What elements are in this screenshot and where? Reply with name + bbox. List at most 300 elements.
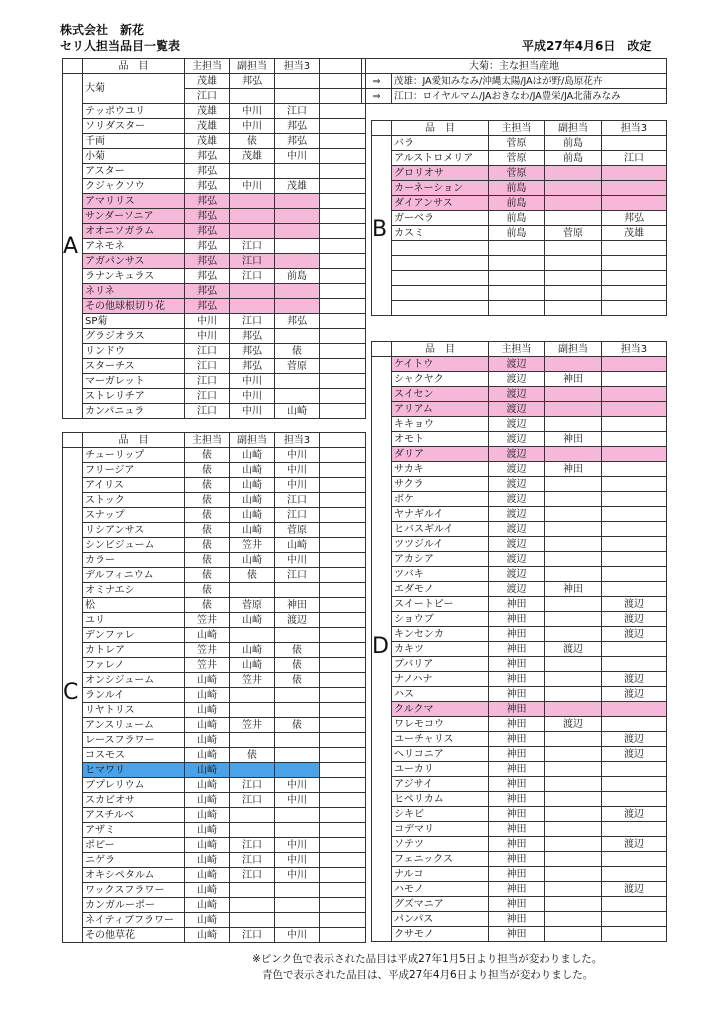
item-name: シンビジューム [83, 538, 185, 553]
table-c-corner [63, 433, 83, 448]
extra-cell [320, 119, 366, 134]
third-staff: 中川 [275, 448, 320, 463]
table-row [63, 493, 366, 508]
main-staff: 邦弘 [185, 299, 230, 314]
third-staff: 渡辺 [275, 613, 320, 628]
main-staff [489, 301, 545, 316]
table-row [372, 837, 667, 852]
extra-cell [320, 613, 366, 628]
sub-staff [545, 657, 602, 672]
table-row [372, 867, 667, 882]
item-name: カトレア [83, 643, 185, 658]
sub-staff: 茂雄 [230, 149, 275, 164]
extra-cell [320, 329, 366, 344]
table-row [63, 224, 366, 239]
item-name: ヒバスギルイ [392, 522, 489, 537]
table-row [372, 882, 667, 897]
table-row [63, 778, 366, 793]
table-b-corner [372, 121, 392, 136]
item-name: キンセンカ [392, 627, 489, 642]
extra-cell [320, 344, 366, 359]
table-row [372, 372, 667, 387]
main-staff: 神田 [489, 627, 545, 642]
item-name: オンシジューム [83, 673, 185, 688]
main-staff: 渡辺 [489, 582, 545, 597]
sub-staff [545, 286, 602, 301]
third-staff [602, 582, 667, 597]
third-staff [275, 688, 320, 703]
third-staff [275, 299, 320, 314]
third-staff [275, 583, 320, 598]
item-name: カンパニュラ [83, 404, 185, 419]
header-third: 担当3 [275, 433, 320, 448]
sub-staff [545, 402, 602, 417]
item-name: ポピー [83, 838, 185, 853]
extra-cell [320, 209, 366, 224]
third-staff [602, 196, 667, 211]
table-row [372, 822, 667, 837]
table-row [63, 119, 366, 134]
main-staff: 神田 [489, 597, 545, 612]
sub-staff: 中川 [230, 389, 275, 404]
main-staff: 邦弘 [185, 164, 230, 179]
item-name [392, 286, 489, 301]
table-row [63, 913, 366, 928]
third-staff: 邦弘 [275, 134, 320, 149]
item-name [392, 256, 489, 271]
extra-cell [320, 568, 366, 583]
third-staff: 渡辺 [602, 807, 667, 822]
third-staff [602, 567, 667, 582]
item-name: ショウブ [392, 612, 489, 627]
table-row [372, 507, 667, 522]
item-name [392, 301, 489, 316]
table-row [63, 523, 366, 538]
table-row [63, 194, 366, 209]
main-staff [489, 271, 545, 286]
table-row [372, 477, 667, 492]
main-staff: 山崎 [185, 898, 230, 913]
main-staff: 俵 [185, 448, 230, 463]
item-name: 小菊 [83, 149, 185, 164]
third-staff: 渡辺 [602, 612, 667, 627]
section-label-b: B [372, 217, 388, 242]
table-row [63, 793, 366, 808]
sub-staff: 俵 [230, 568, 275, 583]
sub-staff: 笠井 [230, 673, 275, 688]
main-staff: 俵 [185, 553, 230, 568]
third-staff [275, 389, 320, 404]
item-name: ラナンキュラス [83, 269, 185, 284]
sub-staff [545, 702, 602, 717]
sub-staff [230, 763, 275, 778]
extra-cell [320, 628, 366, 643]
table-row [63, 134, 366, 149]
third-staff [602, 256, 667, 271]
third-staff [602, 852, 667, 867]
item-name: フェニックス [392, 852, 489, 867]
third-staff [602, 642, 667, 657]
main-staff: 江口 [185, 404, 230, 419]
table-row [63, 299, 366, 314]
item-name: ワックスフラワー [83, 883, 185, 898]
extra-cell [320, 523, 366, 538]
third-staff [602, 462, 667, 477]
sub-staff [545, 387, 602, 402]
sub-staff [545, 417, 602, 432]
item-name: ストック [83, 493, 185, 508]
sub-staff [545, 507, 602, 522]
main-staff: 茂雄 [185, 74, 230, 89]
extra-cell [320, 194, 366, 209]
sub-staff: 前島 [545, 136, 602, 151]
item-name: グロリオサ [392, 166, 489, 181]
item-name: ユーカリ [392, 762, 489, 777]
sub-staff [230, 703, 275, 718]
main-staff: 渡辺 [489, 492, 545, 507]
table-row [63, 883, 366, 898]
table-row [63, 688, 366, 703]
table-row [372, 792, 667, 807]
extra-cell [320, 74, 366, 89]
sub-staff: 江口 [230, 838, 275, 853]
main-staff: 渡辺 [489, 552, 545, 567]
sub-staff [545, 301, 602, 316]
sub-staff [230, 284, 275, 299]
table-row [372, 136, 667, 151]
item-name: アジサイ [392, 777, 489, 792]
section-label-d: D [372, 634, 389, 659]
sub-staff [545, 912, 602, 927]
third-staff: 中川 [275, 478, 320, 493]
extra-cell [320, 898, 366, 913]
table-row [372, 912, 667, 927]
header-extra [320, 433, 366, 448]
sub-staff: 神田 [545, 432, 602, 447]
sub-staff [545, 447, 602, 462]
third-staff: 中川 [275, 149, 320, 164]
table-row [372, 747, 667, 762]
item-name: リンドウ [83, 344, 185, 359]
item-name: ナルコ [392, 867, 489, 882]
arrow-icon: ⇒ [362, 74, 392, 89]
sub-staff [545, 927, 602, 942]
third-staff: 渡辺 [602, 597, 667, 612]
table-row [63, 254, 366, 269]
table-row [63, 179, 366, 194]
table-row [63, 329, 366, 344]
main-staff [489, 241, 545, 256]
third-staff [275, 808, 320, 823]
sub-staff [230, 583, 275, 598]
extra-cell [320, 853, 366, 868]
extra-cell [320, 508, 366, 523]
item-name: スターチス [83, 359, 185, 374]
third-staff [602, 867, 667, 882]
item-name: マーガレット [83, 374, 185, 389]
third-staff: 俵 [275, 344, 320, 359]
sub-staff [230, 224, 275, 239]
third-staff [275, 898, 320, 913]
table-row [372, 717, 667, 732]
third-staff [275, 194, 320, 209]
document-title: セリ人担当品目一覧表 [60, 39, 181, 53]
third-staff [275, 329, 320, 344]
main-staff: 笠井 [185, 658, 230, 673]
item-name: ブバリア [392, 657, 489, 672]
third-staff [602, 402, 667, 417]
sub-staff [545, 522, 602, 537]
main-staff: 江口 [185, 359, 230, 374]
area-row [362, 89, 667, 104]
item-name: サクラ [392, 477, 489, 492]
table-row [63, 389, 366, 404]
third-staff: 俵 [275, 658, 320, 673]
extra-cell [320, 89, 366, 104]
table-row [372, 417, 667, 432]
item-name: その他草花 [83, 928, 185, 943]
table-row [63, 898, 366, 913]
item-name: ダイアンサス [392, 196, 489, 211]
main-staff: 邦弘 [185, 194, 230, 209]
third-staff: 邦弘 [275, 314, 320, 329]
item-name: コスモス [83, 748, 185, 763]
sub-staff [545, 852, 602, 867]
sub-staff [230, 688, 275, 703]
sub-staff: 山崎 [230, 613, 275, 628]
table-row [372, 492, 667, 507]
table-row [372, 196, 667, 211]
third-staff [602, 447, 667, 462]
extra-cell [320, 134, 366, 149]
main-staff: 菅原 [489, 151, 545, 166]
sub-staff [230, 913, 275, 928]
extra-cell [320, 793, 366, 808]
sub-staff [545, 211, 602, 226]
third-staff: 渡辺 [602, 732, 667, 747]
table-row [63, 553, 366, 568]
extra-cell [320, 254, 366, 269]
area-title: 大菊：主な担当産地 [362, 59, 667, 74]
item-name: ヘリコニア [392, 747, 489, 762]
table-row [372, 732, 667, 747]
third-staff [602, 657, 667, 672]
main-staff: 前島 [489, 211, 545, 226]
third-staff: 中川 [275, 778, 320, 793]
sub-staff [545, 792, 602, 807]
third-staff: 渡辺 [602, 687, 667, 702]
sub-staff: 中川 [230, 404, 275, 419]
main-staff: 山崎 [185, 808, 230, 823]
item-name: オモト [392, 432, 489, 447]
header-item: 品 目 [392, 342, 489, 357]
third-staff: 神田 [275, 598, 320, 613]
third-staff: 菅原 [275, 523, 320, 538]
item-name: シキビ [392, 807, 489, 822]
third-staff: 江口 [275, 493, 320, 508]
item-name: その他球根切り花 [83, 299, 185, 314]
sub-staff [230, 209, 275, 224]
sub-staff: 山崎 [230, 448, 275, 463]
sub-staff: 江口 [230, 853, 275, 868]
table-row [63, 928, 366, 943]
third-staff [275, 254, 320, 269]
third-staff: 山崎 [275, 538, 320, 553]
main-staff: 神田 [489, 672, 545, 687]
third-staff: 邦弘 [275, 119, 320, 134]
sub-staff: 神田 [545, 372, 602, 387]
table-row [63, 209, 366, 224]
sub-staff: 山崎 [230, 478, 275, 493]
main-staff: 前島 [489, 196, 545, 211]
table-row [63, 868, 366, 883]
third-staff [275, 89, 320, 104]
header-sub: 副担当 [545, 121, 602, 136]
table-row [63, 808, 366, 823]
main-staff: 俵 [185, 508, 230, 523]
sub-staff [545, 747, 602, 762]
item-name: テッポウユリ [83, 104, 185, 119]
main-staff: 山崎 [185, 838, 230, 853]
item-name: コデマリ [392, 822, 489, 837]
item-name: ソリダスター [83, 119, 185, 134]
extra-cell [320, 748, 366, 763]
main-staff: 神田 [489, 732, 545, 747]
table-row [63, 598, 366, 613]
extra-cell [320, 673, 366, 688]
sub-staff: 渡辺 [545, 717, 602, 732]
third-staff: 中川 [275, 793, 320, 808]
main-staff: 山崎 [185, 733, 230, 748]
table-d-corner [372, 342, 392, 357]
item-name: SP菊 [83, 314, 185, 329]
extra-cell [320, 104, 366, 119]
extra-cell [320, 314, 366, 329]
sub-staff [230, 823, 275, 838]
item-name [392, 271, 489, 286]
extra-cell [320, 808, 366, 823]
extra-cell [320, 838, 366, 853]
table-row [63, 823, 366, 838]
table-row [372, 777, 667, 792]
main-staff: 江口 [185, 389, 230, 404]
third-staff [602, 271, 667, 286]
main-staff [489, 286, 545, 301]
item-name: アザミ [83, 823, 185, 838]
item-name: カキツ [392, 642, 489, 657]
main-staff: 前島 [489, 226, 545, 241]
extra-cell [320, 598, 366, 613]
third-staff [275, 883, 320, 898]
table-row [372, 582, 667, 597]
sub-staff: 山崎 [230, 643, 275, 658]
sub-staff [545, 241, 602, 256]
table-a-corner [63, 59, 83, 74]
main-staff: 俵 [185, 538, 230, 553]
third-staff: 茂雄 [275, 179, 320, 194]
table-row [63, 583, 366, 598]
extra-cell [320, 913, 366, 928]
header-third: 担当3 [275, 59, 320, 74]
item-name: アイリス [83, 478, 185, 493]
main-staff: 俵 [185, 463, 230, 478]
table-row [63, 104, 366, 119]
sub-staff: 山崎 [230, 493, 275, 508]
item-name: ガーベラ [392, 211, 489, 226]
table-row [372, 537, 667, 552]
third-staff [602, 927, 667, 942]
table-row [63, 314, 366, 329]
sub-staff [545, 477, 602, 492]
table-row [372, 927, 667, 942]
third-staff [602, 181, 667, 196]
table-row [63, 838, 366, 853]
main-staff: 山崎 [185, 628, 230, 643]
main-staff: 神田 [489, 702, 545, 717]
item-name: ネリネ [83, 284, 185, 299]
third-staff [602, 777, 667, 792]
sub-staff: 山崎 [230, 508, 275, 523]
main-staff: 山崎 [185, 913, 230, 928]
item-name: ネイティブフラワー [83, 913, 185, 928]
extra-cell [320, 778, 366, 793]
item-name: ヤナギルイ [392, 507, 489, 522]
extra-cell [320, 718, 366, 733]
main-staff: 神田 [489, 777, 545, 792]
sub-staff: 中川 [230, 104, 275, 119]
third-staff: 渡辺 [602, 747, 667, 762]
main-staff: 俵 [185, 523, 230, 538]
third-staff [602, 822, 667, 837]
sub-staff [230, 89, 275, 104]
third-staff: 中川 [275, 868, 320, 883]
item-name: ブプレリウム [83, 778, 185, 793]
sub-staff: 菅原 [545, 226, 602, 241]
sub-staff [545, 762, 602, 777]
main-staff: 渡辺 [489, 402, 545, 417]
main-staff: 邦弘 [185, 209, 230, 224]
third-staff [602, 372, 667, 387]
main-staff: 神田 [489, 837, 545, 852]
sub-staff [230, 628, 275, 643]
table-row [63, 284, 366, 299]
main-staff: 神田 [489, 807, 545, 822]
item-name: リヤトリス [83, 703, 185, 718]
item-name: キキョウ [392, 417, 489, 432]
extra-cell [320, 643, 366, 658]
main-staff: 神田 [489, 792, 545, 807]
main-staff: 中川 [185, 329, 230, 344]
item-name: アガパンサス [83, 254, 185, 269]
third-staff [602, 792, 667, 807]
header-item: 品 目 [392, 121, 489, 136]
main-staff: 神田 [489, 867, 545, 882]
extra-cell [320, 359, 366, 374]
main-staff: 渡辺 [489, 567, 545, 582]
header-third: 担当3 [602, 342, 667, 357]
item-name: ナノハナ [392, 672, 489, 687]
company-name: 株式会社 新花 [60, 23, 145, 37]
sub-staff [230, 808, 275, 823]
main-staff: 渡辺 [489, 477, 545, 492]
main-staff: 渡辺 [489, 357, 545, 372]
table-d [371, 341, 667, 942]
table-row [63, 748, 366, 763]
main-staff: 邦弘 [185, 149, 230, 164]
sub-staff [545, 166, 602, 181]
item-name: ツツジルイ [392, 537, 489, 552]
sub-staff: 中川 [230, 374, 275, 389]
